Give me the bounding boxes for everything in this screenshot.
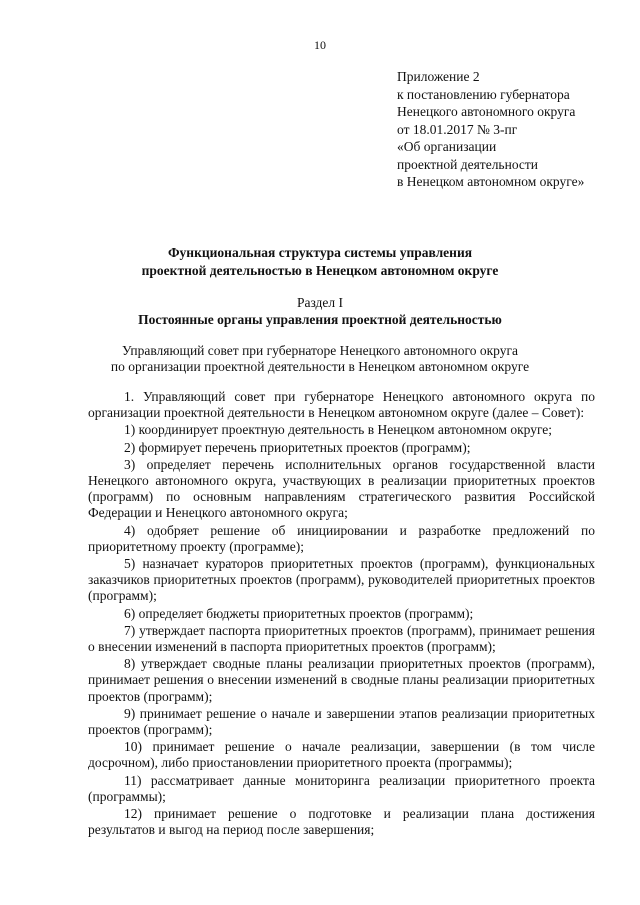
document-title-line: проектной деятельностью в Ненецком автономном округе: [141, 262, 499, 278]
paragraph: 2) формирует перечень приоритетных проектов (программ);: [124, 439, 471, 455]
section-label: Раздел I: [296, 295, 344, 310]
paragraph: 4) одобряет решение об инициировании и разработке предложений по приоритетному проекту (программе);: [88, 522, 595, 554]
subsection-title-line: по организации проектной деятельности в Ненецком автономном округе: [110, 359, 530, 374]
appendix-line: в Ненецком автономном округе»: [397, 174, 585, 189]
paragraph: 3) определяет перечень исполнительных органов государственной власти Ненецкого автономного округа, участвующих в реализации приоритетных проектов (программ) по основным направлениям стратегического развития Российской Федерации и Ненецкого автономного округа;: [88, 456, 595, 521]
paragraph: 1. Управляющий совет при губернаторе Ненецкого автономного округа по организации проектной деятельности в Ненецком автономном округе (далее – Совет):: [88, 389, 595, 421]
paragraph: 7) утверждает паспорта приоритетных проектов (программ), принимает решения о внесении изменений в паспорта приоритетных проектов (программ);: [88, 622, 595, 655]
appendix-line: Приложение 2: [397, 69, 480, 84]
paragraph: 1) координирует проектную деятельность в Ненецком автономном округе;: [124, 422, 553, 438]
paragraph: 9) принимает решение о начале и завершении этапов реализации приоритетных проектов (программ);: [88, 705, 595, 738]
document-title-line: Функциональная структура системы управления: [167, 245, 473, 260]
document-body: [88, 389, 595, 838]
subsection-title: [0, 343, 640, 375]
appendix-line: к постановлению губернатора: [397, 86, 570, 102]
paragraph: 8) утверждает сводные планы реализации приоритетных проектов (программ), принимает решения о внесении изменений в сводные планы реализации приоритетных проектов (программ);: [88, 656, 595, 704]
appendix-line: Ненецкого автономного округа: [397, 104, 576, 119]
paragraph: 11) рассматривает данные мониторинга реализации приоритетного проекта (программы);: [88, 772, 595, 804]
subsection-title-line: Управляющий совет при губернаторе Ненецкого автономного округа: [121, 343, 518, 358]
paragraph: 10) принимает решение о начале реализации, завершении (в том числе досрочном), либо приостановлении приоритетного проекта (программы);: [88, 739, 595, 771]
page-number: 10: [314, 38, 326, 52]
appendix-line: «Об организации: [397, 139, 497, 154]
appendix-line: проектной деятельности: [397, 156, 539, 172]
paragraph: 5) назначает кураторов приоритетных проектов (программ), функциональных заказчиков приоритетных проектов (программ), руководителей приоритетных проектов (программ);: [88, 556, 595, 604]
appendix-line: от 18.01.2017 № 3-пг: [397, 121, 518, 137]
appendix-block: [397, 68, 584, 191]
paragraph: 6) определяет бюджеты приоритетных проектов (программ);: [124, 605, 474, 621]
section-title: Постоянные органы управления проектной деятельностью: [138, 312, 502, 327]
paragraph: 12) принимает решение о подготовке и реализации плана достижения результатов и выгод на период после завершения;: [88, 806, 595, 838]
document-title: [0, 244, 640, 279]
